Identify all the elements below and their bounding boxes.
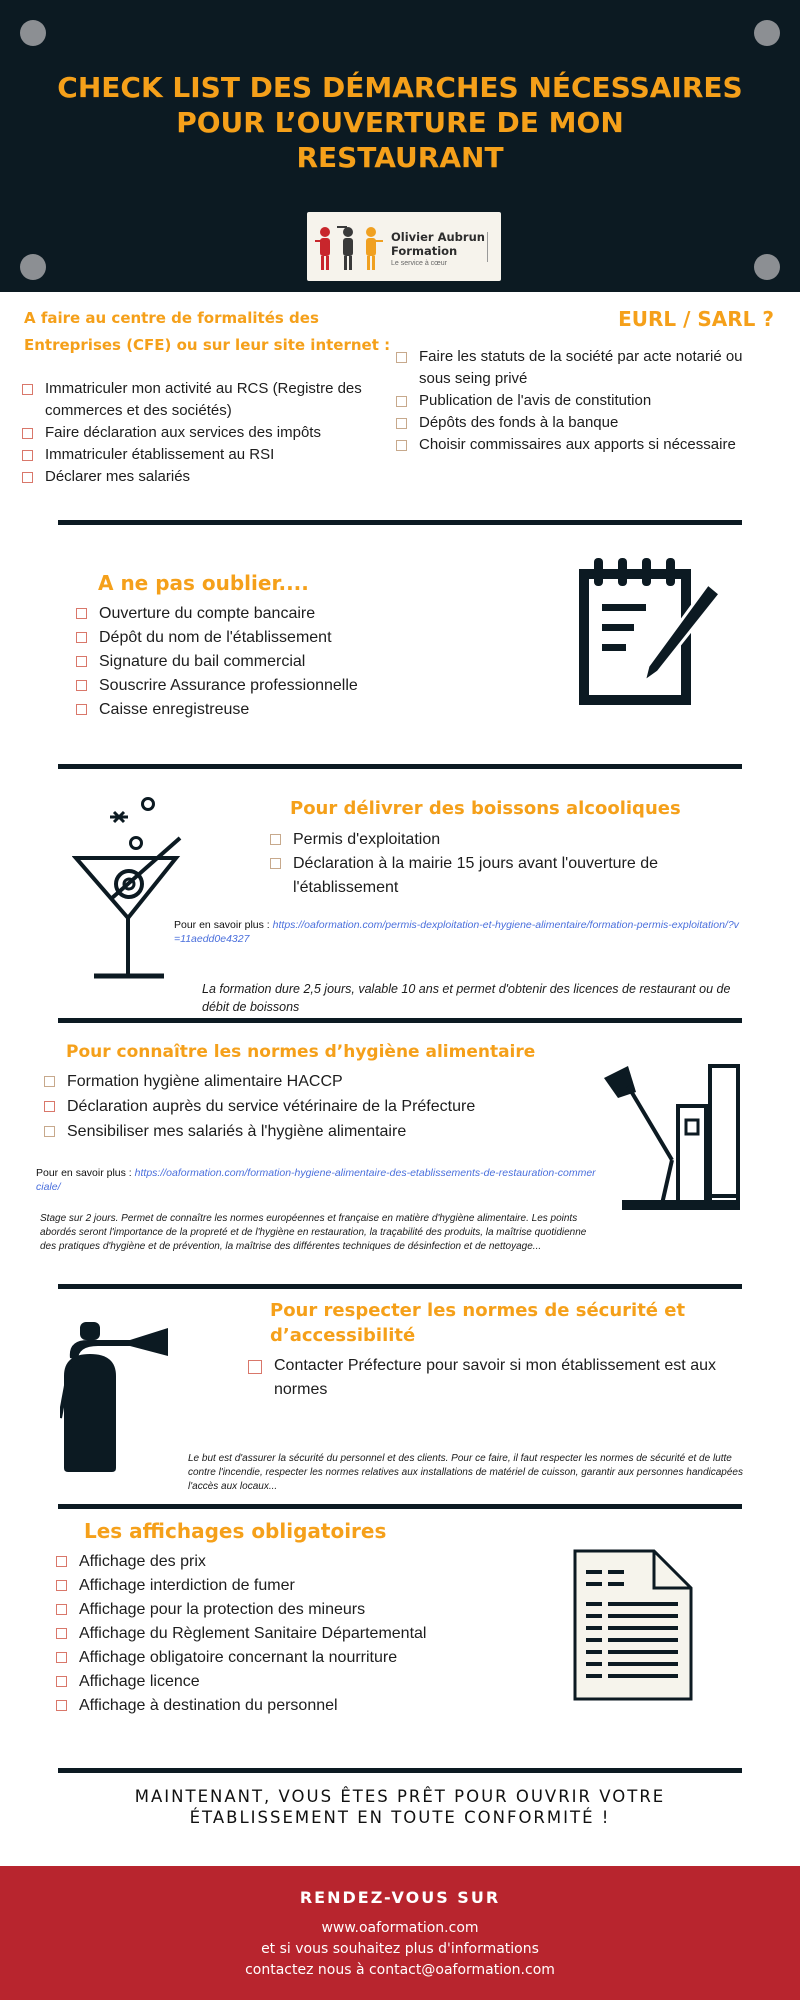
list-item: Contacter Préfecture pour savoir si mon établissement est aux normes — [248, 1354, 738, 1402]
checkbox[interactable] — [76, 656, 87, 667]
corner-dot — [754, 20, 780, 46]
section-divider — [58, 1284, 742, 1289]
list-item: Publication de l'avis de constitution — [396, 390, 776, 412]
section-divider — [58, 764, 742, 769]
checkbox[interactable] — [396, 396, 407, 407]
checkbox[interactable] — [76, 608, 87, 619]
list-item: Faire déclaration aux services des impôts — [22, 422, 392, 444]
cocktail-glass-icon — [72, 794, 186, 984]
list-item: Immatriculer mon activité au RCS (Registre des commerces et des sociétés) — [22, 378, 392, 422]
oublier-checklist — [76, 602, 496, 722]
company-logo[interactable]: Olivier Aubrun Formation Le service à cœur — [307, 212, 501, 281]
section-divider — [58, 1504, 742, 1509]
checkbox[interactable] — [76, 680, 87, 691]
checkbox[interactable] — [22, 428, 33, 439]
list-item: Affichage à destination du personnel — [56, 1694, 516, 1718]
checkbox[interactable] — [44, 1126, 55, 1137]
checkbox[interactable] — [396, 418, 407, 429]
notepad-pencil-icon — [578, 556, 724, 708]
alcool-heading: Pour délivrer des boissons alcooliques — [290, 798, 681, 819]
footer-site-link[interactable]: www.oaformation.com — [321, 1920, 479, 1936]
list-item: Permis d'exploitation — [270, 828, 700, 852]
list-item: Affichage pour la protection des mineurs — [56, 1598, 516, 1622]
checkbox[interactable] — [396, 440, 407, 451]
alcool-more-link[interactable]: https://oaformation.com/permis-dexploitation-et-hygiene-alimentaire/formation-permis-exploitation/?v=11aedd0e4327 — [174, 919, 739, 945]
list-item: Affichage licence — [56, 1670, 516, 1694]
list-item: Faire les statuts de la société par acte notarié ou sous seing privé — [396, 346, 776, 390]
list-item: Déclaration auprès du service vétérinaire de la Préfecture — [44, 1094, 574, 1119]
hygiene-heading: Pour connaître les normes d’hygiène alimentaire — [66, 1042, 536, 1062]
footer-contact: www.oaformation.com et si vous souhaitez plus d'informations contactez nous à contact@oaformation.com — [0, 1918, 800, 1981]
eurl-checklist — [396, 346, 776, 456]
checkbox[interactable] — [44, 1101, 55, 1112]
cfe-heading: A faire au centre de formalités des Entreprises (CFE) ou sur leur site internet : — [24, 309, 391, 354]
header-banner — [0, 0, 800, 292]
list-item: Immatriculer établissement au RSI — [22, 444, 392, 466]
list-item: Affichage interdiction de fumer — [56, 1574, 516, 1598]
waiters-logo-icon — [313, 222, 385, 272]
checkbox[interactable] — [56, 1676, 67, 1687]
hygiene-note: Stage sur 2 jours. Permet de connaître les normes européennes et française en matière d'hygiène alimentaire. Les points abordés seront l'importance de la propreté et de l'hygiène en restauration, la traçabilité des produits, la maîtrise quotidienne des pratiques d'hygiène et de prévention, la maîtrise des différentes techniques de désinfection et de nettoyage... — [40, 1213, 587, 1252]
list-item: Formation hygiène alimentaire HACCP — [44, 1069, 574, 1094]
list-item: Affichage obligatoire concernant la nourriture — [56, 1646, 516, 1670]
eurl-heading: EURL / SARL ? — [618, 307, 774, 331]
list-item: Sensibiliser mes salariés à l'hygiène alimentaire — [44, 1119, 574, 1144]
corner-dot — [20, 20, 46, 46]
list-item: Déclarer mes salariés — [22, 466, 392, 488]
checkbox[interactable] — [56, 1556, 67, 1567]
corner-dot — [754, 254, 780, 280]
section-divider — [58, 1768, 742, 1773]
affichages-heading: Les affichages obligatoires — [84, 1519, 387, 1543]
list-item: Affichage des prix — [56, 1550, 516, 1574]
checkbox[interactable] — [76, 704, 87, 715]
cfe-checklist — [22, 378, 392, 488]
conclusion-text: MAINTENANT, VOUS ÊTES PRÊT POUR OUVRIR VOTRE ÉTABLISSEMENT EN TOUTE CONFORMITÉ ! — [134, 1787, 666, 1827]
checkbox[interactable] — [270, 858, 281, 869]
footer-banner — [0, 1866, 800, 2000]
document-icon — [572, 1548, 694, 1702]
list-item: Caisse enregistreuse — [76, 698, 496, 722]
securite-heading: Pour respecter les normes de sécurité et d’accessibilité — [270, 1300, 686, 1346]
desk-lamp-books-icon — [600, 1062, 742, 1214]
section-divider — [58, 520, 742, 525]
alcool-checklist — [270, 828, 700, 900]
list-item: Souscrire Assurance professionnelle — [76, 674, 496, 698]
corner-dot — [20, 254, 46, 280]
footer-heading: RENDEZ-VOUS SUR — [299, 1888, 501, 1907]
checkbox[interactable] — [22, 384, 33, 395]
list-item: Ouverture du compte bancaire — [76, 602, 496, 626]
checkbox[interactable] — [248, 1360, 262, 1374]
list-item: Déclaration à la mairie 15 jours avant l'ouverture de l'établissement — [270, 852, 700, 900]
securite-note: Le but est d'assurer la sécurité du personnel et des clients. Pour ce faire, il faut respecter les normes de sécurité et de lutte contre l'incendie, respecter les normes relatives aux installations de matériel de cuisson, garantir aux personnes handicapées l'accès aux locaux... — [188, 1453, 743, 1492]
checkbox[interactable] — [56, 1628, 67, 1639]
fire-extinguisher-icon — [60, 1318, 170, 1474]
checkbox[interactable] — [270, 834, 281, 845]
checkbox[interactable] — [56, 1700, 67, 1711]
checkbox[interactable] — [56, 1580, 67, 1591]
alcool-more-info: Pour en savoir plus : https://oaformation.com/permis-dexploitation-et-hygiene-alimentaire/formation-permis-exploitation/?v=11aedd0e4327 — [174, 919, 739, 945]
oublier-heading: A ne pas oublier.... — [98, 571, 309, 595]
list-item: Choisir commissaires aux apports si nécessaire — [396, 434, 776, 456]
checkbox[interactable] — [56, 1604, 67, 1615]
page-title: CHECK LIST DES DÉMARCHES NÉCESSAIRES POUR L’OUVERTURE DE MON RESTAURANT — [57, 71, 743, 174]
hygiene-checklist — [44, 1069, 574, 1144]
checkbox[interactable] — [76, 632, 87, 643]
affichages-checklist — [56, 1550, 516, 1718]
section-divider — [58, 1018, 742, 1023]
footer-email[interactable]: contactez nous à contact@oaformation.com — [245, 1962, 555, 1978]
securite-checklist — [248, 1354, 738, 1402]
alcool-note: La formation dure 2,5 jours, valable 10 ans et permet d'obtenir des licences de restaurant ou de débit de boissons — [202, 982, 731, 1014]
checkbox[interactable] — [22, 472, 33, 483]
checkbox[interactable] — [22, 450, 33, 461]
list-item: Signature du bail commercial — [76, 650, 496, 674]
hygiene-more-info: Pour en savoir plus : https://oaformation.com/formation-hygiene-alimentaire-des-etablissements-de-restauration-commerciale/ — [36, 1167, 596, 1193]
checkbox[interactable] — [44, 1076, 55, 1087]
list-item: Dépôt du nom de l'établissement — [76, 626, 496, 650]
checkbox[interactable] — [396, 352, 407, 363]
hygiene-more-link[interactable]: https://oaformation.com/formation-hygiene-alimentaire-des-etablissements-de-restauration-commerciale/ — [36, 1167, 596, 1193]
list-item: Dépôts des fonds à la banque — [396, 412, 776, 434]
checkbox[interactable] — [56, 1652, 67, 1663]
list-item: Affichage du Règlement Sanitaire Départemental — [56, 1622, 516, 1646]
